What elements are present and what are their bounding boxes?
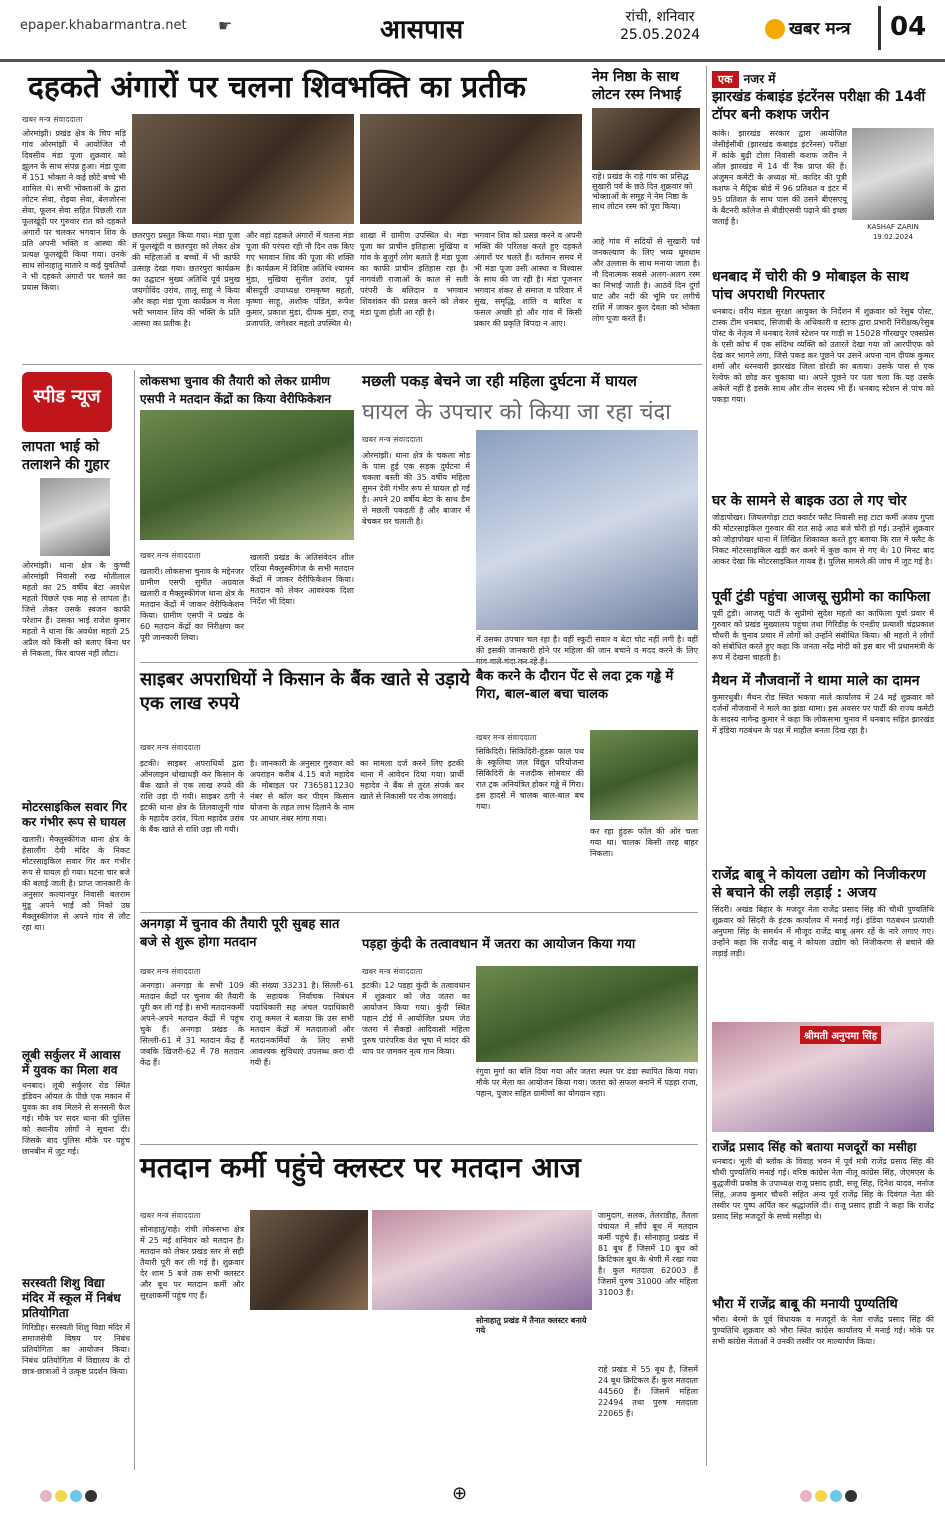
rajendra2-text: धनबाद। भूली बी ब्लॉक के विवाह भवन में पूर्व मंत्री राजेंद्र प्रसाद सिंह की चौथी पुण्यतिथि मनाई गई। वरिष्ठ कांग्रेस नेता नीलू कांग्रेस सिंह, जेएमएस के बुद्धजीवी प्रकोष्ठ के उपाध्यक्ष राजू प्रसाद हाडी, सत्तू सिंह, दिनेश यादव, मनोज सिंह, अजय कुमार चौधरी सहित अन्य पूर्व राजेंद्र सिंह के दिवंगत नेता की तस्वीर पर पुष्प अर्पित कर श्रद्धांजलि दी। राजू प्रसाद हाडी ने कहा कि राजेंद्र प्रसाद सिंह मजदूरों के सच्चे मसीहा थे। (712, 1157, 934, 1221)
page-number: 04 (890, 12, 927, 42)
city-day: रांची, शनिवार (625, 9, 695, 25)
nemnistha-headline: नेम निष्ठा के साथ लोटन रस्म निभाई (592, 69, 681, 103)
color-registration-left (40, 1487, 100, 1506)
lead-byline: खबर मन्त्र संवाददाता (22, 115, 83, 124)
row-divider-2 (140, 912, 698, 913)
rural-byline: खबर मन्त्र संवाददाता (140, 551, 201, 560)
swatch (815, 1490, 827, 1502)
lead-headline: दहकते अंगारों पर चलना शिवभक्ति का प्रतीक (28, 70, 527, 105)
fish-subhead: घायल के उपचार को किया जा रहा चंदा (362, 400, 671, 425)
angarha-text-1: अनगड़ा। अनगड़ा के सभी 109 मतदान केंद्रों पर चुनाव की तैयारी पूरी कर ली गई है। सभी मतदानकर्मी अपने-अपने मतदान केंद्रों में पहुंच चुके हैं। अनगड़ा प्रखंड के सिल्ली-61 में 31 मतदान केंद्र हैं जबकि खिजरी-62 में 78 मतदान केंद्र हैं। (140, 981, 244, 1067)
moto-headline: मोटरसाइकिल सवार गिर कर गंभीर रूप से घायल (22, 800, 127, 829)
topper-tagline (712, 68, 775, 87)
cyber-headline: साइबर अपराधियों ने किसान के बैंक खाते से उड़ाये एक लाख रुपये (140, 669, 470, 714)
school-headline: सरस्वती शिशु विद्या मंदिर में स्कूल में निबंध प्रतियोगिता (22, 1276, 121, 1320)
lead-photo-1 (132, 114, 354, 224)
youths-headline: मैथन में नौजवानों ने थामा माले का दामन (712, 673, 920, 689)
topper-photo (852, 128, 934, 220)
rural-headline: लोकसभा चुनाव की तैयारी को लेकर ग्रामीण एसपी ने मतदान केंद्रों का किया वेरीफिकेशन (140, 374, 332, 406)
topper-headline: झारखंड कंबाइंड इंटरेंनस परीक्षा की 14वीं टॉपर बनी कशफ जरीन (712, 89, 926, 123)
nemnistha-text: आहे गांव में सदियों से सुखारी पर्व जनकल्याण के लिए भव्य धूमधाम और उल्लास के साथ मनाया जाता है। नौ दिनात्मक सबसे अलग-अलग रस्म का निभाई जाती है। आठवें दिन दुर्गा घाट और नदी की भूमि पर लगीचे राशि में जाकर कुल देवता को भोक्ता लोग पूजा करते हैं। (592, 237, 700, 323)
cluster-byline: खबर मन्त्र संवाददाता (140, 1211, 201, 1220)
cluster-headline: मतदान कर्मी पहुंचे क्लस्टर पर मतदान आज (140, 1151, 581, 1184)
truck-headline: बैक करने के दौरान पेंट से लदा ट्रक गड्ढे में गिरा, बाल-बाल बचा चालक (476, 669, 674, 702)
nemnistha-photo (592, 108, 700, 170)
bike-headline: घर के सामने से बाइक उठा ले गए चोर (712, 493, 907, 509)
lead-photo-2 (360, 114, 582, 224)
bhaura-headline: भौरा में राजेंद्र बाबू की मनायी पुण्यतिथि (712, 1297, 898, 1312)
fish-photo (476, 430, 698, 630)
bhaura-text: भौरा। बेरमो के पूर्व विधायक व मजदूरों के नेता राजेंद्र प्रसाद सिंह की पुण्यतिथि शुक्रवार को भौरा स्थित कांग्रेस कार्यालय में मनाई गई। मोके पर सभी कांग्रेस नेताओं ने उनकी तस्वीर पर माल्यार्पण किया। (712, 1315, 934, 1346)
kundi-headline: पड़हा कुंदी के तत्वावधान में जतरा का आयोजन किया गया (362, 937, 636, 952)
truck-caption: कर रहा हुंडरू फॉल की ओर चला गया था। चालक किसी तरह बाहर निकला। (590, 827, 698, 858)
kundi-text: इटकी। 12 पड़हा कुंदी के तत्वावधान में शुक्रवार को जेठ जतरा का आयोजन किया गया। कुंदी स्थित पहान टोई में आयोजित प्रथम जेठ जतरा में सैकड़ो आदिवासी महिला पुरुष पारंपरिक वेश भूषा में मांदर की थाप पर जमकर नृत्य गान किया। (362, 981, 470, 1056)
missing-text: ओरमांझी। थाना क्षेत्र के कुच्ची ओरमांझी निवासी रुख मोतीलाल महतो का 25 वर्षीय बेटा अवधेश महतो पिछले एक माह से लापता है। जिसे लेकर उसके स्वजन काफी परेशान हैं। उसका भाई राजेश कुमार महतो ने थाना कि अवधेश महतो 25 अप्रैल को किसी को बताए बिना घर से निकला, फिर वापस नहीं लौटा। (22, 561, 130, 658)
cluster-photo-1 (250, 1210, 368, 1310)
row-divider-3 (140, 1144, 698, 1145)
bike-text: जोड़ापोखर। जियलगोड़ा टाटा क्वार्टर फ्लैट निवासी सह टाटा कर्मी अजय गुप्ता की मोटरसाइकिल गुरुवार की रात साढ़े आठ बजे चोरी हो गई। उन्होंने शुक्रवार को जोड़ापोखर थाना में लिखित शिकायत करते हुए बताया कि रात में फ्लैट के निकट मोटरसाइकिल खड़ी कर कमरे में कुछ काम से गए थे। 10 मिनट बाद आकर देखा कि मोटरसाइकिल गायब है। पुलिस मामले की जांच में जुट गई है। (712, 513, 934, 566)
kundi-caption: रंगुवा मुर्गा का बलि दिया गया और जतरा स्थल पर ढंडा स्थापित किया गया। मौके पर मेला का आयोजन किया गया। जतरा को सफल बनाने में पड़हा राजा, पहान, पुजार सहित ग्रामीणों का योगदान रहा। (476, 1067, 698, 1098)
rajendra1-banner: श्रीमती अनुपमा सिंह (800, 1026, 881, 1044)
lead-text-5: भगवान शिव को प्रसन्न करने व अपनी भक्ति की परिलक्ष करते हुए दहकते अंगारों पर चलते हैं। वर्तमान समय में भी मंडा पूजा उसी आस्था व विश्वास के साथ की जा रही है। मंडा पूजनार भगवान शंकर से समाज व परिवार में सुख, समृद्धि, शांति व बारिश व फसल अच्छी हो और गांव में किसी प्रकार की प्रकृति विपदा न आए। (474, 231, 582, 328)
fish-text: ओरमांझी। थाना क्षेत्र के चकला मोड़ के पास हुई एक सड़क दुर्घटना में चकला बस्ती की 35 वर्षीय महिला सुमन देवी गंभीर रूप से घायल हो गई है। अपने 20 वर्षीय बेटा के साथ डैम से मछली पकड़ती है और बाजार में बेचकर घर चलाती है। (362, 451, 470, 526)
topper-kicker: नजर में (743, 72, 776, 86)
kundi-byline: खबर मन्त्र संवाददाता (362, 967, 423, 976)
section-divider (22, 364, 702, 365)
school-text: गिरिडीह। सरस्वती शिशु विद्या मंदिर में समाजसेवी विषय पर निबंध प्रतियोगिता का आयोजन किया। निबंध प्रतियोगिता में विद्यालय के दो छात्र-छात्राओं ने उत्कृष्ट प्रदर्शन किया। (22, 1323, 130, 1376)
brand-name: खबर मन्त्र (789, 19, 851, 39)
swatch (70, 1490, 82, 1502)
swatch (845, 1490, 857, 1502)
swatch (55, 1490, 67, 1502)
kundi-photo (476, 966, 698, 1062)
theft-headline: धनबाद में चोरी की 9 मोबाइल के साथ पांच अपराधी गिरफ्तार (712, 269, 909, 303)
print-marks (0, 1475, 945, 1517)
section-title: आसपास (380, 15, 464, 45)
moto-text: खलारी। मैक्लुस्कीगंज थाना क्षेत्र के हेसालौंग देवी मंदिर के निकट मोटरसाइकिल सवार गिर कर गंभीर रूप से घायल हो गया। घटना चार बजे की बताई जाती है। प्राप्त जानकारी के अनुसार कल्यानपुर निवासी बलराम मुंडू अपने भाई को निको उम्र मैक्लुस्कीगंज से अपने गांव से लौट रहा था। (22, 835, 130, 932)
cluster-text-2: जामुदाग, सलक, तेलराडीह, तैतला पंचायत में सौंपे बूथ में मतदान कर्मी पहुंचे हैं। सोनाहातु प्रखंड में 81 बूथ हैं जिसमें 10 बूथ को क्रिटिकल बूथ के श्रेणी में रखा गया है। कुल मतदाता 62003 हैं जिसमें पुरुष 31000 और महिला 31003 हैं। (598, 1211, 698, 1297)
missing-photo (40, 478, 110, 556)
cluster-caption: सोनाहातु प्रखंड में तैनात क्लस्टर बनाये गये (476, 1316, 587, 1335)
rajendra1-headline: राजेंद्र बाबू ने कोयला उद्योग को निजीकरण से बचाने की लड़ी लड़ाई : अजय (712, 867, 926, 901)
row-divider-1 (140, 662, 698, 663)
speed-news-badge: स्पीड न्यूज (22, 372, 112, 432)
swatch (85, 1490, 97, 1502)
cluster-text: सोनाहातु/राहे। रांची लोकसभा क्षेत्र में 25 मई शनिवार को मतदान है। मतदान को लेकर प्रखंड स्तर से सही तैयारी पूरी कर ली गई है। शुक्रवार देर शाम 5 बजे तक सभी क्लस्टर और बूथ पर मतदान कर्मी और सुरक्षाकर्मी पहुंच गए हैं। (140, 1225, 244, 1300)
lead-text-2: छतरपुरा प्रस्तुत किया गया। मंडा पूजा में फूलखूंदी व छतरपुरा को लेकर क्षेत्र की महिलाओं व बच्चों में भी काफी उत्साह देखा गया। छतरपुरा कार्यक्रम का उद्घाटन मुख्य अतिथि पूर्व प्रमुख जयगोविंद उरांव, तालू साहू ने किया और कहा मंडा पूजा कार्यक्रम व मेला भरी भगवान शिव की भक्ति के प्रति आस्था का प्रतीक है। (132, 231, 240, 328)
truck-text: सिकिदिरी। सिकिदिरी-हुंडरू फाल पथ के स्कूलिया जल विद्युत परियोजना सिकिदिरी के नजदीक सोमवार की रात ट्रक अनियंत्रित होकर गड्ढे में गिरा। इस हादसे में चालक बाल-बाल बच गया। (476, 747, 584, 811)
pointer-icon: ☛ (218, 16, 233, 35)
angarha-headline: अनगड़ा में चुनाव की तैयारी पूरी सुबह सात बजे से शुरू होगा मतदान (140, 917, 340, 950)
column-divider (706, 66, 707, 1466)
lead-text-1: ओरमांझी। प्रखंड क्षेत्र के चिप मड़ि गांव ओरमांझी में आयोजित नौ दिवसीय मंडा पूजा शुक्रवार को झूलन के साथ संपन्न हुआ। मंडा पूजा में 151 भोक्ता ने कई छोटे बच्चे भी शामिल थे। सभी भोक्ताओं के द्वारा लोटन सेवा, रोइया सेवा, बेलजोरना सेवा, फूलन सेवा सहित पिछली रात फूलखूंदी पर गुरुवार रात को दहकते अंगारों पर चलकर भगवान शिव के प्रति अपनी भक्ति व आस्था की प्रत्यक्ष फूलखूंदी किया गया। उनके साथ सोनाहातु मातारे व कई युवतियों ने भी दहकते अंगारों पर चलने का प्रयास किया। (22, 129, 126, 292)
topper-tag: एक (712, 71, 739, 88)
cyber-text-2: है। जानकारी के अनुसार गुरुवार को अपराहन करीब 4.15 बजे महादेव के मोबाइल पर 7365811230 नंबर से कॉल कर पीएम किसान योजना के तहत लाभ दिलाने के नाम पर आधार नंबर मांगा गया। (250, 759, 354, 823)
fish-text-2: में उसका उपचार चल रहा है। वहीं स्कूटी सवार व बेटा चोट नहीं लगी है। वहीं की इसकी जानकारी होने पर महिला की जान बचाने व मदद करने के लिए (476, 635, 698, 655)
nemnistha-caption: राहे। प्रखंड के राहे गांव का प्रसिद्ध सुखारी पर्व के छठे दिन शुक्रवार को भोक्ताओं के समूह ने नेम निष्ठा के साथ लोटन रस्म को पूरा किया। (592, 172, 693, 211)
truck-photo (590, 730, 698, 820)
speed-news-divider (134, 370, 135, 1470)
rural-text-1: खलारी। लोकसभा चुनाव के मद्देनजर ग्रामीण एसपी सुमीत अग्रवाल खलारी व मैक्लुस्कीगंज थाना क्षेत्र के मतदान केंद्रों में जाकर वेरीफिकेशन किया। ग्रामीण एसपी ने प्रखंड के 60 मतदान केंद्रों का निरीक्षण कर पूरी जानकारी लिया। (140, 567, 244, 642)
swatch (830, 1490, 842, 1502)
topper-photo-caption: KASHAF ZARIN 19.02.2024 (867, 223, 919, 241)
site-url[interactable]: epaper.khabarmantra.net (20, 18, 187, 33)
cyber-text-3: का मामला दर्ज करने लिए इटकी थाना में आवेदन दिया गया। प्रार्थी महादेव ने बैंक से तुरंत संपर्क कर खाते से निकासी पर रोक लगवाई। (360, 759, 464, 801)
registration-mark-icon: ⊕ (452, 1483, 468, 1504)
missing-headline: लापता भाई को तलाशने की गुहार (22, 439, 110, 473)
cluster-text-3: राहे प्रखंड में 55 बूथ है, जिसमें 24 बूथ क्रिटिकल हैं। कुल मतदाता 44560 हैं। जिसमें महिला 22494 तथा पुरुष मतदाता 22065 हैं। (598, 1365, 698, 1418)
fish-headline: मछली पकड़ बेचने जा रही महिला दुर्घटना में घायल (362, 372, 637, 390)
logo-icon (765, 19, 785, 39)
swatch (800, 1490, 812, 1502)
angarha-text-2: की संख्या 33231 है। सिल्ली-61 के सहायक निर्वाचक निबंधन पदाधिकारी सह अंचल पदाधिकारी राजू कमल ने बताया कि उस सभी मतदान केंद्रों में मतदाताओं और मतदानकर्मियों के लिए सभी आवश्यक सुविधाएं उपलब्ध करा दी गयी हैं। (250, 981, 354, 1067)
topper-text: कांके। झारखंड सरकार द्वारा आयोजित जेसीईसीबी (झारखंड कंबाइंड इंटरेंनस) परीक्षा में कांके बुढ़ी टोला निवासी कशफ जरीन ने ऑल झारखंड में 14 वीं रैंक प्राप्त की है। अंजुमन कमेटी के अध्यक्ष मो. कादिर की पुत्री कशफ ने मैट्रिक बोर्ड में 96 प्रतिशत व इंटर में 95 प्रतिशत के साथ पास की उसने बीएसएयू के बैंटनरी कॉलेज से बीडीएसवी पढ़ाने की इच्छा जताई है। (712, 129, 847, 226)
ajsu-text: पूर्वी टुंडी। आजसू पार्टी के सुप्रीमो सुदेश महतो का काफिला पूर्वा प्रवार में गुरुवार को प्रखंड मुख्यालय पहुंचा तथा गिरिडीह के एनडीए प्रत्याशी चंद्रप्रकाश चौधरी के चुनाव प्रचार में लोगों को उन्होंने संबोधित किया। श्री महतो ने लोगों को संबोधित करते हुए कहा कि जनता नरेंद्र मोदी को इस बार भी प्रधानमंत्री के रूप में देखना चाहती है। (712, 609, 934, 662)
brand-logo (765, 16, 851, 39)
cluster-photo-2 (372, 1210, 592, 1310)
rajendra1-text: सिंदरी। अखंड बिहार के मजदूर नेता राजेंद्र प्रसाद सिंह की चौथी पुण्यतिथि शुक्रवार को सिंदरी के इंटक कार्यालय में मनाई गई। इंडिया गठबंधन प्रत्याशी अनुपमा सिंह के समर्थन में मौजूद राजेंद्र बाबू अमर रहें के नारे लगाए गए। उन्होंने कहा कि राजेंद्र बाबू ने कोयला उद्योग को निजीकरण से बचाने की लड़ाई लड़ी। (712, 905, 934, 958)
loot-text: धनबाद। लूबी सर्कुलर रोड स्थित इंडियन ऑयल के पीछे एक मकान में युवक का शव मिलने से सनसनी फैल गई। मौके पर सदर थाना की पुलिस को स्थानीय लोगों ने सूचना दी। जिसके बाद पुलिस मौके पर पहुंच छानबीन में जुट गई। (22, 1081, 130, 1156)
rural-text-2: खलारी प्रखंड के अतिसंवेदन शील एरिया मैक्लुस्कीगंज के सभी मतदान केंद्रों में जाकर वेरीफिकेशन किया। मतदान को लेकर आवश्यक दिशा निर्देश भी दिया। (250, 553, 354, 606)
cyber-byline: खबर मन्त्र संवाददाता (140, 743, 201, 752)
ajsu-headline: पूर्वी टुंडी पहुंचा आजसू सुप्रीमो का काफिला (712, 589, 931, 605)
theft-text: धनबाद। वरीय मंडल सुरक्षा आयुक्त के निर्देशन में शुक्रवार को रेसुब पोस्ट, टास्क टीम धनबाद, सिजाबी के अधिकारी व स्टाफ द्वारा प्रभारी निरीक्षक/रेसुब पोस्ट के नेतृत्व में धनबाद रेलवे स्टेशन पर गाड़ी स 15028 गौरखपुर एक्सप्रेस के एसी कोच में एक संदिग्ध व्यक्ति को उतारते देखा गया जो आरपीएफ को देख कर भागने लगा, जिसे पकड़ कर पूछने पर उसने अपना नाम दीपक कुमार शर्मा और धरनवारी झारखंड जिला डोरंडी का बताया। उसके पास से एक रेल्वेफ को छोड़ कर चुकाया था। अपने पूछने पर पता चला कि यह उसके अकेले नहीं है इसके साथ और तीन सदस्य भी हैं। धनबाद स्टेशन से पांच को पकड़ा गया। (712, 307, 934, 404)
rajendra2-headline: राजेंद्र प्रसाद सिंह को बताया मजदूरों का मसीहा (712, 1140, 917, 1154)
swatch (40, 1490, 52, 1502)
loot-headline: लूबी सर्कुलर में आवास में युवक का मिला शव (22, 1048, 121, 1077)
rural-photo (140, 410, 354, 540)
angarha-byline: खबर मन्त्र संवाददाता (140, 967, 201, 976)
fish-byline: खबर मन्त्र संवाददाता (362, 435, 423, 444)
color-registration-right (800, 1487, 860, 1506)
date-block (620, 8, 700, 44)
issue-date: 25.05.2024 (620, 27, 701, 43)
cyber-text-1: इटकी। साइबर अपराधियों द्वारा ऑनलाइन धोखाधड़ी कर किसान के बैंक खाते से एक लाख रुपये की राशि उड़ा दी गयी। साइबर ठगी ने इटकी थाना क्षेत्र के तिलवालूनी गांव के महादेव उरांव, पिता महादेव उरांव के बैंक खाते से राशि उड़ा ली गयी। (140, 759, 244, 834)
truck-byline: खबर मन्त्र संवाददाता (476, 733, 537, 742)
lead-text-4: शाखा में ग्रामीण उपस्थित थे। मंडा पूजा का प्राचीन इतिहासः मुखिया व गांव के बुजुर्ग लोग बताते हैं मंडा पूजा का काफी प्राचीन इतिहास रहा है। नागवंशी राजाओं के काल से सती परंपरी के बलिदान व भगवान शिवशंकर की प्रसन्न करने को लेकर मंडा पूजा होती आ रही है। (360, 231, 468, 317)
lead-text-3: और वहां दहकते अंगारों में चलना मंडा पूजा की परंपरा रही नौ दिन तक किए गए भगवान शिव की पूजा की शक्ति है। कार्यक्रम में विशिष्ट अतिथि श्यामन मुंडा, मुखिया सुनील उरांव, पूर्व बीसदूदी उपाध्यक्ष रामकृष्ण महतो, कृष्णा साहू, अशोक पंडित, रूपेश कुमार, प्रकाश मुंडा, दीपक मुंडा, राजू प्रजापति, जगेश्वर महतो उपस्थित थे। (246, 231, 354, 328)
youths-text: कुमारधुबी। मैथन रोड स्थित भकपा माले कार्यालय में 24 मई शुक्रवार को दर्जनों नौजवानों ने माले का झंडा थामा। इस अवसर पर पार्टी की राज्य कमेटी के सदस्य नागेन्द्र कुमार ने कहा कि लोकसभा चुनाव में धनबाद सहित झारखंड में इंडिया गठबंधन के पक्ष में माहौल बनता दिख रहा है। (712, 693, 934, 735)
